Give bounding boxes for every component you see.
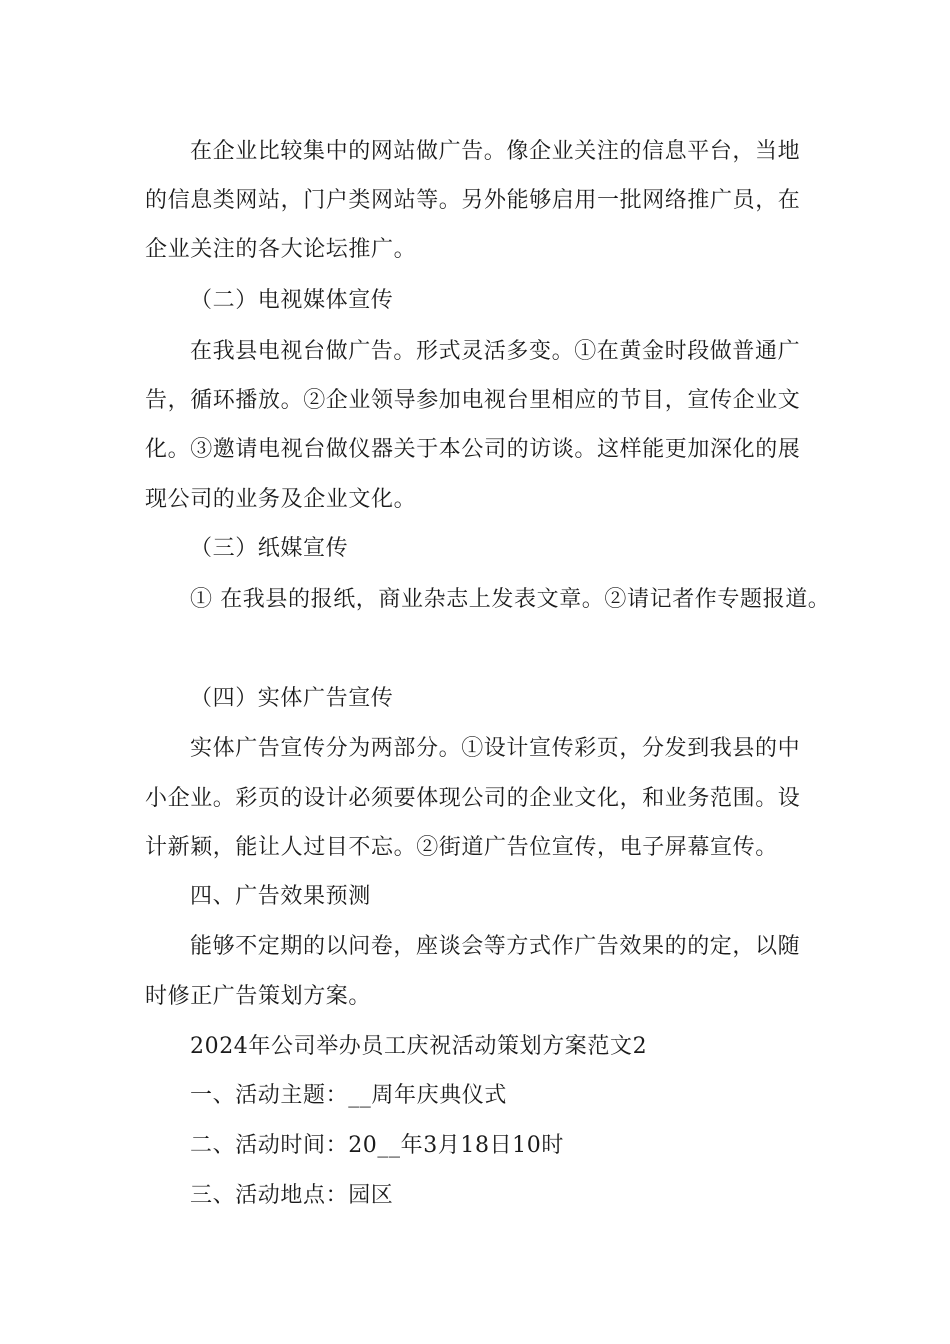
paragraph-line: 计新颖，能让人过目不忘。②街道广告位宣传，电子屏幕宣传。: [145, 835, 778, 860]
section-heading: （四）实体广告宣传: [190, 686, 394, 711]
paragraph-line: 小企业。彩页的设计必须要体现公司的企业文化，和业务范围。设: [145, 786, 801, 811]
list-item: 一、活动主题：__周年庆典仪式: [190, 1083, 508, 1108]
paragraph-line: 实体广告宣传分为两部分。①设计宣传彩页，分发到我县的中: [190, 736, 801, 761]
section-heading: （二）电视媒体宣传: [190, 288, 394, 313]
list-item: 二、活动时间：20__年3月18日10时: [190, 1133, 564, 1158]
list-item: 三、活动地点：园区: [190, 1183, 394, 1208]
paragraph-line: 能够不定期的以问卷，座谈会等方式作广告效果的的定，以随: [190, 934, 801, 959]
section-heading: 四、广告效果预测: [190, 884, 371, 909]
paragraph-line: 的信息类网站，门户类网站等。另外能够启用一批网络推广员，在: [145, 188, 801, 213]
document-title: 2024年公司举办员工庆祝活动策划方案范文2: [190, 1034, 648, 1059]
paragraph-line: 在我县电视台做广告。形式灵活多变。①在黄金时段做普通广: [190, 339, 801, 364]
paragraph-line: 告，循环播放。②企业领导参加电视台里相应的节目，宣传企业文: [145, 388, 801, 413]
paragraph-line: 时修正广告策划方案。: [145, 984, 372, 1009]
paragraph-line: 现公司的业务及企业文化。: [145, 487, 417, 512]
paragraph-line: ① 在我县的报纸，商业杂志上发表文章。②请记者作专题报道。: [190, 587, 831, 612]
paragraph-line: 企业关注的各大论坛推广。: [145, 237, 417, 262]
paragraph-line: 在企业比较集中的网站做广告。像企业关注的信息平台，当地: [190, 139, 801, 164]
section-heading: （三）纸媒宣传: [190, 536, 349, 561]
paragraph-line: 化。③邀请电视台做仪器关于本公司的访谈。这样能更加深化的展: [145, 437, 801, 462]
